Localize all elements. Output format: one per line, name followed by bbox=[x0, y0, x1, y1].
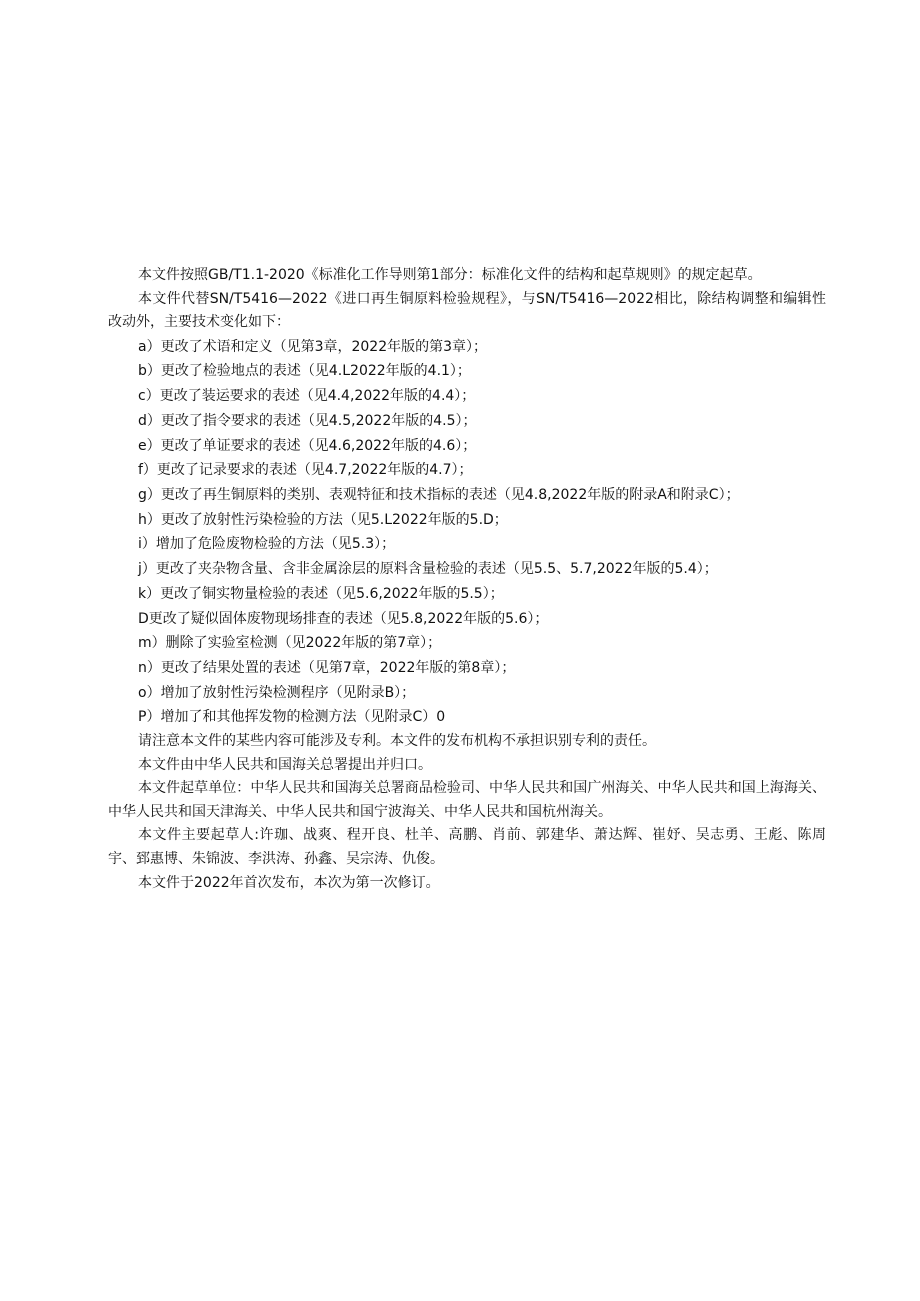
change-item-n: n）更改了结果处置的表述（见第7章，2022年版的第8章）； bbox=[138, 659, 516, 676]
change-item-k: k）更改了铜实物量检验的表述（见5.6,2022年版的5.5）； bbox=[138, 585, 504, 602]
drafting-units-paragraph: 本文件起草单位：中华人民共和国海关总署商品检验司、中华人民共和国广州海关、中华人民共和国上海海关、中华人民共和国天津海关、中华人民共和国宁波海关、中华人民共和国杭州海关。 bbox=[108, 780, 826, 820]
change-item-f: f）更改了记录要求的表述（见4.7,2022年版的4.7）； bbox=[138, 462, 473, 479]
drafting-basis-paragraph: 本文件按照GB/T1.1-2020《标准化工作导则第1部分：标准化文件的结构和起草规则》的规定起草。 bbox=[138, 267, 762, 283]
drafters-paragraph: 本文件主要起草人:许珈、战爽、程开良、杜羊、高鹏、肖前、郭建华、萧达辉、崔妤、吴志勇、王彪、陈周宇、郅惠博、朱锦波、李洪涛、孙鑫、吴宗涛、仇俊。 bbox=[108, 827, 826, 867]
technical-changes-list bbox=[108, 335, 826, 730]
change-item-b: b）更改了检验地点的表述（见4.L2022年版的4.1）； bbox=[138, 363, 471, 380]
foreword-content bbox=[108, 264, 826, 895]
patent-notice-paragraph: 请注意本文件的某些内容可能涉及专利。本文件的发布机构不承担识别专利的责任。 bbox=[138, 733, 656, 750]
publication-history-paragraph: 本文件于2022年首次发布，本次为第一次修订。 bbox=[138, 874, 440, 891]
change-item-m: m）删除了实验室检测（见2022年版的第7章）； bbox=[138, 635, 442, 652]
change-item-c: c）更改了装运要求的表述（见4.4,2022年版的4.4）； bbox=[138, 388, 476, 405]
proposer-paragraph: 本文件由中华人民共和国海关总署提出并归口。 bbox=[138, 756, 432, 773]
replacement-paragraph: 本文件代替SN/T5416—2022《进口再生铜原料检验规程》，与SN/T5416—2022相比，除结构调整和编辑性改动外，主要技术变化如下： bbox=[108, 290, 826, 331]
change-item-l: D更改了疑似固体废物现场排查的表述（见5.8,2022年版的5.6）； bbox=[138, 610, 549, 627]
change-item-a: a）更改了术语和定义（见第3章，2022年版的第3章）； bbox=[138, 338, 488, 355]
change-item-e: e）更改了单证要求的表述（见4.6,2022年版的4.6）； bbox=[138, 437, 477, 454]
change-item-j: j）更改了夹杂物含量、含非金属涂层的原料含量检验的表述（见5.5、5.7,2022年版的5.4）； bbox=[138, 561, 718, 578]
change-item-o: o）增加了放射性污染检测程序（见附录B）； bbox=[138, 684, 416, 701]
change-item-i: i）增加了危险废物检验的方法（见5.3）； bbox=[138, 536, 396, 553]
change-item-h: h）更改了放射性污染检验的方法（见5.L2022年版的5.D； bbox=[138, 511, 508, 528]
change-item-g: g）更改了再生铜原料的类别、表观特征和技术指标的表述（见4.8,2022年版的附录A和附录C）； bbox=[138, 487, 740, 503]
change-item-p: P）增加了和其他挥发物的检测方法（见附录C）0 bbox=[138, 709, 446, 726]
change-item-d: d）更改了指令要求的表述（见4.5,2022年版的4.5）； bbox=[138, 412, 477, 429]
